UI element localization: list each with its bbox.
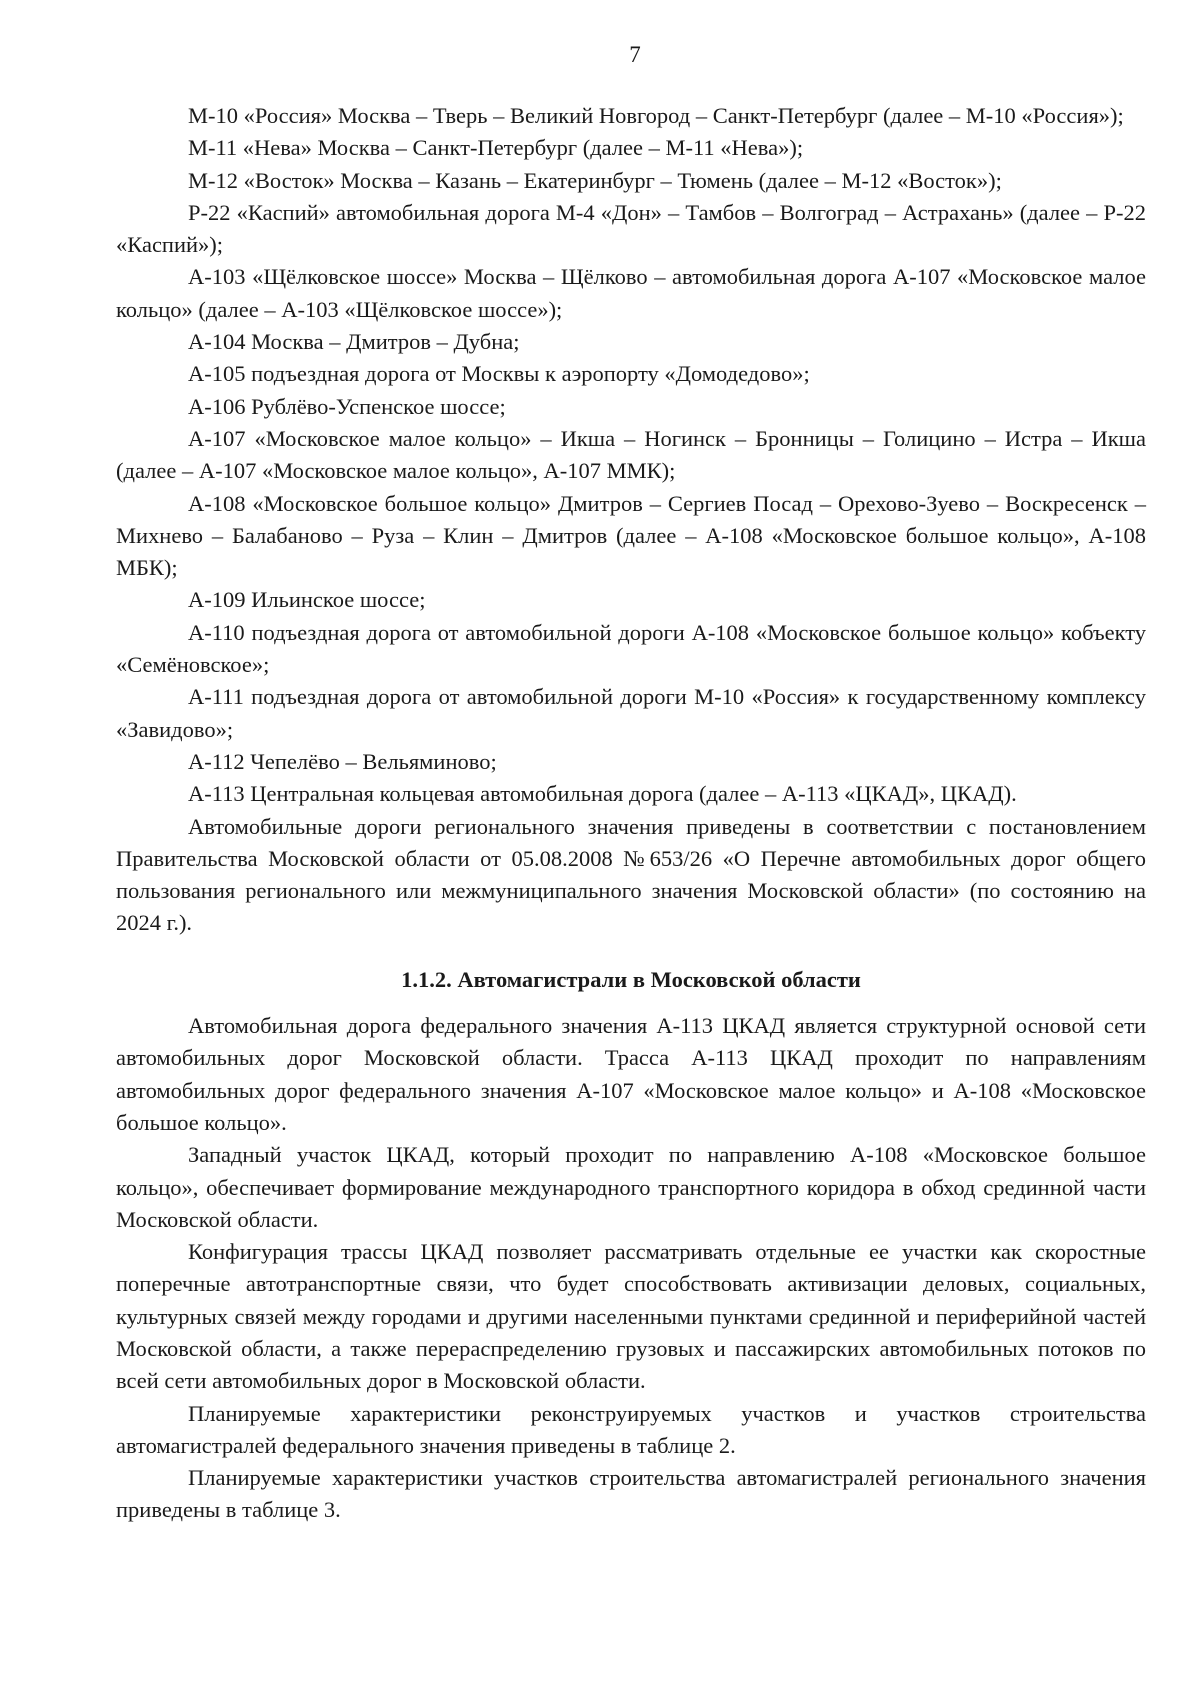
body-paragraph: Планируемые характеристики участков строительства автомагистралей регионального значения приведены в таблице 3.: [116, 1465, 1146, 1523]
road-list-item: Р-22 «Каспий» автомобильная дорога М-4 «Дон» – Тамбов – Волгоград – Астрахань» (далее – Р-22 «Каспий»);: [116, 199, 1146, 258]
road-list-item: М-12 «Восток» Москва – Казань – Екатеринбург – Тюмень (далее – М-12 «Восток»);: [188, 167, 1002, 193]
body-paragraph: Западный участок ЦКАД, который проходит по направлению А-108 «Московское большое кольцо», обеспечивает формирование международного транспортного коридора в обход срединной части Московской области.: [116, 1142, 1146, 1232]
road-list-item: А-103 «Щёлковское шоссе» Москва – Щёлково – автомобильная дорога А-107 «Московское малое кольцо» (далее – А-103 «Щёлковское шоссе»);: [116, 264, 1146, 322]
road-list-item: А-105 подъездная дорога от Москвы к аэропорту «Домодедово»;: [188, 361, 810, 387]
road-list-item: А-108 «Московское большое кольцо» Дмитров – Сергиев Посад – Орехово-Зуево – Воскресенск – Михнево – Балабаново – Руза – Клин – Дмитров (далее – А-108 «Московское большое кольцо», А-108 МБК);: [116, 490, 1146, 581]
road-list-item: А-112 Чепелёво – Вельяминово;: [188, 748, 497, 774]
road-list-item: А-113 Центральная кольцевая автомобильная дорога (далее – А-113 «ЦКАД», ЦКАД).: [188, 781, 1017, 807]
road-list-item: А-110 подъездная дорога от автомобильной дороги А-108 «Московское большое кольцо» кобъекту «Семёновское»;: [116, 619, 1146, 678]
page-number: 7: [629, 42, 641, 67]
body-paragraph: Автомобильная дорога федерального значения А-113 ЦКАД является структурной основой сети автомобильных дорог Московской области. Трасса А-113 ЦКАД проходит по направлениям автомобильных дорог федерального значения А-107 «Московское малое кольцо» и А-108 «Московское большое кольцо».: [116, 1013, 1146, 1135]
road-list-item: М-10 «Россия» Москва – Тверь – Великий Новгород – Санкт-Петербург (далее – М-10 «Россия»);: [188, 103, 1124, 128]
road-list-item: А-111 подъездная дорога от автомобильной дороги М-10 «Россия» к государственному комплексу «Завидово»;: [116, 684, 1146, 742]
road-list-item: А-104 Москва – Дмитров – Дубна;: [188, 329, 520, 355]
regional-roads-note: Автомобильные дороги регионального значения приведены в соответствии с постановлением Правительства Московской области от 05.08.2008 №653/26 «О Перечне автомобильных дорог общего пользования регионального или межмуниципального значения Московской области» (по состоянию на 2024 г.).: [116, 813, 1146, 936]
body-paragraph: Конфигурация трассы ЦКАД позволяет рассматривать отдельные ее участки как скоростные поперечные автотранспортные связи, что будет способствовать активизации деловых, социальных, культурных связей между городами и другими населенными пунктами срединной и периферийной частей Московской области, а также перераспределению грузовых и пассажирских автомобильных потоков по всей сети автомобильных дорог в Московской области.: [116, 1239, 1146, 1394]
page-content: [116, 100, 1146, 1527]
section-heading: 1.1.2. Автомагистрали в Московской области: [401, 966, 861, 992]
road-list-item: А-106 Рублёво-Успенское шоссе;: [188, 393, 506, 419]
body-paragraph: Планируемые характеристики реконструируемых участков и участков строительства автомагистралей федерального значения приведены в таблице 2.: [116, 1400, 1146, 1458]
road-list-item: А-107 «Московское малое кольцо» – Икша – Ногинск – Бронницы – Голицино – Истра – Икша (далее – А-107 «Московское малое кольцо», А-107 ММК);: [116, 425, 1146, 484]
road-list-item: А-109 Ильинское шоссе;: [188, 587, 426, 613]
road-list-item: М-11 «Нева» Москва – Санкт-Петербург (далее – М-11 «Нева»);: [188, 135, 804, 161]
